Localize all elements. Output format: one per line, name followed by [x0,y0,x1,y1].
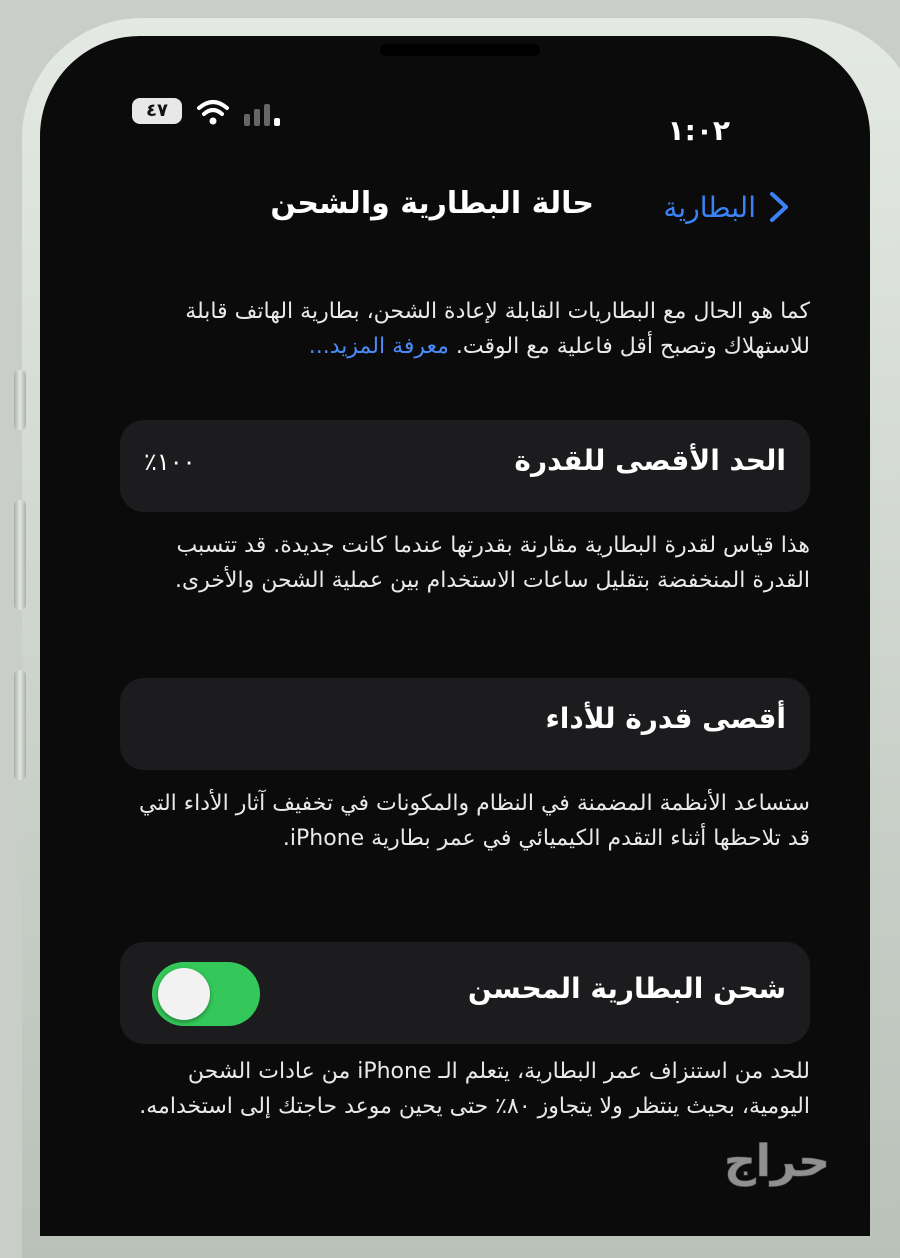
navigation-bar [40,176,870,236]
intro-description: كما هو الحال مع البطاريات القابلة لإعادة الشحن، بطارية الهاتف قابلة للاستهلاك وتصبح أقل فاعلية مع الوقت. [185,299,810,359]
peak-performance-section [120,786,810,856]
watermark-logo [662,1130,892,1190]
peak-performance-row [120,678,810,770]
max-capacity-value: ١٠٠٪ [144,448,196,476]
optimized-charging-label: شحن البطارية المحسن [467,972,786,1005]
chevron-back-icon [764,190,792,224]
cellular-signal-icon [242,100,284,126]
status-bar [40,36,870,147]
status-time: ١:٠٢ [667,114,730,147]
phone-screen [40,36,870,1236]
back-label: البطارية [663,190,756,224]
optimized-charging-row [120,942,810,1044]
max-capacity-section [120,528,810,598]
wifi-icon [196,98,230,126]
volume-up-button [14,500,26,610]
optimized-charging-description: للحد من استنزاف عمر البطارية، يتعلم الـ iPhone من عادات الشحن اليومية، بحيث ينتظر ولا يتجاوز ٨٠٪ حتى يحين موعد حاجتك إلى استخدامه. [139,1059,810,1119]
side-button [14,370,26,430]
learn-more-link[interactable]: معرفة المزيد... [308,334,449,359]
peak-performance-description: ستساعد الأنظمة المضمنة في النظام والمكونات في تخفيف آثار الأداء التي قد تلاحظها أثناء التقدم الكيميائي في عمر بطارية iPhone. [139,791,810,851]
svg-text:حراج: حراج [724,1136,830,1187]
optimized-charging-toggle[interactable] [152,962,260,1026]
toggle-knob [158,968,210,1020]
back-button[interactable] [663,190,792,224]
battery-icon: ٤٧ [132,98,182,124]
optimized-charging-section [120,1054,810,1124]
max-capacity-label: الحد الأقصى للقدرة [514,444,786,477]
volume-down-button [14,670,26,780]
intro-section [120,294,810,364]
page-title: حالة البطارية والشحن [270,186,594,221]
max-capacity-description: هذا قياس لقدرة البطارية مقارنة بقدرتها عندما كانت جديدة. قد تتسبب القدرة المنخفضة بتقليل ساعات الاستخدام بين عملية الشحن والأخرى. [174,533,810,593]
max-capacity-row [120,420,810,512]
peak-performance-label: أقصى قدرة للأداء [545,702,786,735]
intro-text [120,294,810,364]
